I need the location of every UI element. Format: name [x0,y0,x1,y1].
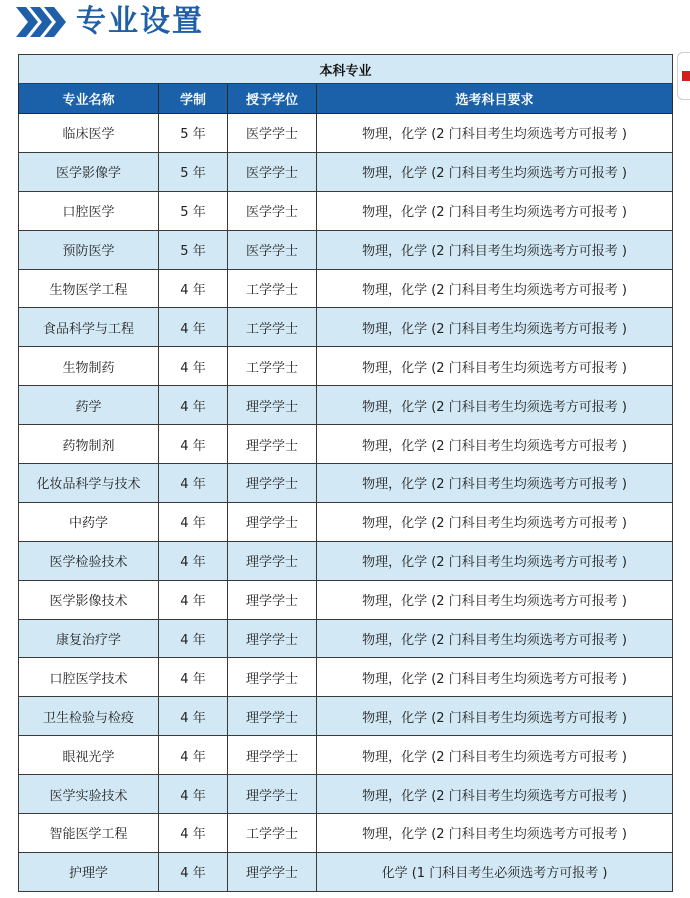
cell-degree: 医学学士 [228,114,317,153]
cell-requirement: 物理，化学 (2 门科目考生均须选考方可报考 ) [317,425,673,464]
table-row [19,736,673,775]
cell-degree: 理学学士 [228,658,317,697]
cell-major: 医学影像学 [19,152,159,191]
cell-major: 药学 [19,386,159,425]
cell-degree: 工学学士 [228,814,317,853]
table-row [19,502,673,541]
cell-major: 临床医学 [19,114,159,153]
cell-major: 护理学 [19,852,159,891]
cell-degree: 理学学士 [228,697,317,736]
table-row [19,269,673,308]
cell-duration: 5 年 [159,191,228,230]
table-row [19,814,673,853]
table-row [19,347,673,386]
page-header [16,4,204,40]
cell-duration: 4 年 [159,502,228,541]
cell-major: 口腔医学 [19,191,159,230]
table-row [19,386,673,425]
cell-degree: 理学学士 [228,580,317,619]
cell-major: 化妆品科学与技术 [19,464,159,503]
table-row [19,191,673,230]
cell-duration: 4 年 [159,814,228,853]
table-row [19,541,673,580]
cell-degree: 工学学士 [228,308,317,347]
table-body [19,114,673,892]
cell-degree: 理学学士 [228,736,317,775]
cell-duration: 4 年 [159,658,228,697]
cell-degree: 理学学士 [228,425,317,464]
cell-requirement: 物理，化学 (2 门科目考生均须选考方可报考 ) [317,697,673,736]
table-row [19,114,673,153]
cell-requirement: 物理，化学 (2 门科目考生均须选考方可报考 ) [317,114,673,153]
table-row [19,775,673,814]
column-header-duration: 学制 [159,84,228,114]
cell-requirement: 物理，化学 (2 门科目考生均须选考方可报考 ) [317,736,673,775]
cell-major: 药物制剂 [19,425,159,464]
cell-major: 食品科学与工程 [19,308,159,347]
cell-requirement: 物理，化学 (2 门科目考生均须选考方可报考 ) [317,230,673,269]
cell-major: 预防医学 [19,230,159,269]
side-tab-marker [677,52,690,100]
table-row [19,425,673,464]
cell-major: 眼视光学 [19,736,159,775]
cell-requirement: 物理，化学 (2 门科目考生均须选考方可报考 ) [317,269,673,308]
cell-duration: 4 年 [159,580,228,619]
table-row [19,580,673,619]
cell-requirement: 物理，化学 (2 门科目考生均须选考方可报考 ) [317,541,673,580]
table-row [19,619,673,658]
cell-major: 康复治疗学 [19,619,159,658]
cell-major: 口腔医学技术 [19,658,159,697]
cell-duration: 4 年 [159,775,228,814]
major-table [18,54,673,892]
cell-duration: 4 年 [159,736,228,775]
cell-duration: 5 年 [159,114,228,153]
table-row [19,852,673,891]
cell-degree: 工学学士 [228,269,317,308]
column-header-requirement: 选考科目要求 [317,84,673,114]
cell-duration: 5 年 [159,230,228,269]
cell-duration: 4 年 [159,308,228,347]
table-row [19,658,673,697]
table-row [19,152,673,191]
cell-duration: 5 年 [159,152,228,191]
cell-major: 中药学 [19,502,159,541]
cell-degree: 工学学士 [228,347,317,386]
column-header-degree: 授予学位 [228,84,317,114]
cell-major: 智能医学工程 [19,814,159,853]
cell-duration: 4 年 [159,269,228,308]
cell-duration: 4 年 [159,425,228,464]
cell-requirement: 物理，化学 (2 门科目考生均须选考方可报考 ) [317,191,673,230]
cell-duration: 4 年 [159,347,228,386]
cell-requirement: 物理，化学 (2 门科目考生均须选考方可报考 ) [317,580,673,619]
triple-chevron-icon [16,7,68,37]
page-title: 专业设置 [76,4,204,39]
cell-requirement: 物理，化学 (2 门科目考生均须选考方可报考 ) [317,814,673,853]
cell-duration: 4 年 [159,464,228,503]
cell-duration: 4 年 [159,852,228,891]
cell-duration: 4 年 [159,697,228,736]
section-title: 本科专业 [19,55,673,84]
cell-requirement: 物理，化学 (2 门科目考生均须选考方可报考 ) [317,386,673,425]
cell-degree: 医学学士 [228,230,317,269]
cell-degree: 理学学士 [228,619,317,658]
cell-requirement: 物理，化学 (2 门科目考生均须选考方可报考 ) [317,658,673,697]
side-tab-dot [682,71,690,81]
cell-major: 医学检验技术 [19,541,159,580]
cell-requirement: 物理，化学 (2 门科目考生均须选考方可报考 ) [317,775,673,814]
column-header-row [19,84,673,114]
table-row [19,230,673,269]
cell-major: 医学影像技术 [19,580,159,619]
cell-requirement: 物理，化学 (2 门科目考生均须选考方可报考 ) [317,347,673,386]
cell-degree: 医学学士 [228,152,317,191]
cell-degree: 理学学士 [228,386,317,425]
cell-degree: 理学学士 [228,502,317,541]
cell-degree: 医学学士 [228,191,317,230]
cell-requirement: 物理，化学 (2 门科目考生均须选考方可报考 ) [317,308,673,347]
cell-major: 卫生检验与检疫 [19,697,159,736]
cell-major: 生物医学工程 [19,269,159,308]
table-row [19,464,673,503]
cell-requirement: 化学 (1 门科目考生必须选考方可报考 ) [317,852,673,891]
cell-degree: 理学学士 [228,775,317,814]
table-row [19,308,673,347]
cell-duration: 4 年 [159,386,228,425]
cell-requirement: 物理，化学 (2 门科目考生均须选考方可报考 ) [317,152,673,191]
table-row [19,697,673,736]
cell-degree: 理学学士 [228,464,317,503]
cell-major: 医学实验技术 [19,775,159,814]
cell-duration: 4 年 [159,619,228,658]
cell-degree: 理学学士 [228,852,317,891]
cell-duration: 4 年 [159,541,228,580]
cell-degree: 理学学士 [228,541,317,580]
cell-major: 生物制药 [19,347,159,386]
cell-requirement: 物理，化学 (2 门科目考生均须选考方可报考 ) [317,619,673,658]
cell-requirement: 物理，化学 (2 门科目考生均须选考方可报考 ) [317,502,673,541]
column-header-major: 专业名称 [19,84,159,114]
cell-requirement: 物理，化学 (2 门科目考生均须选考方可报考 ) [317,464,673,503]
section-title-row [19,55,673,84]
